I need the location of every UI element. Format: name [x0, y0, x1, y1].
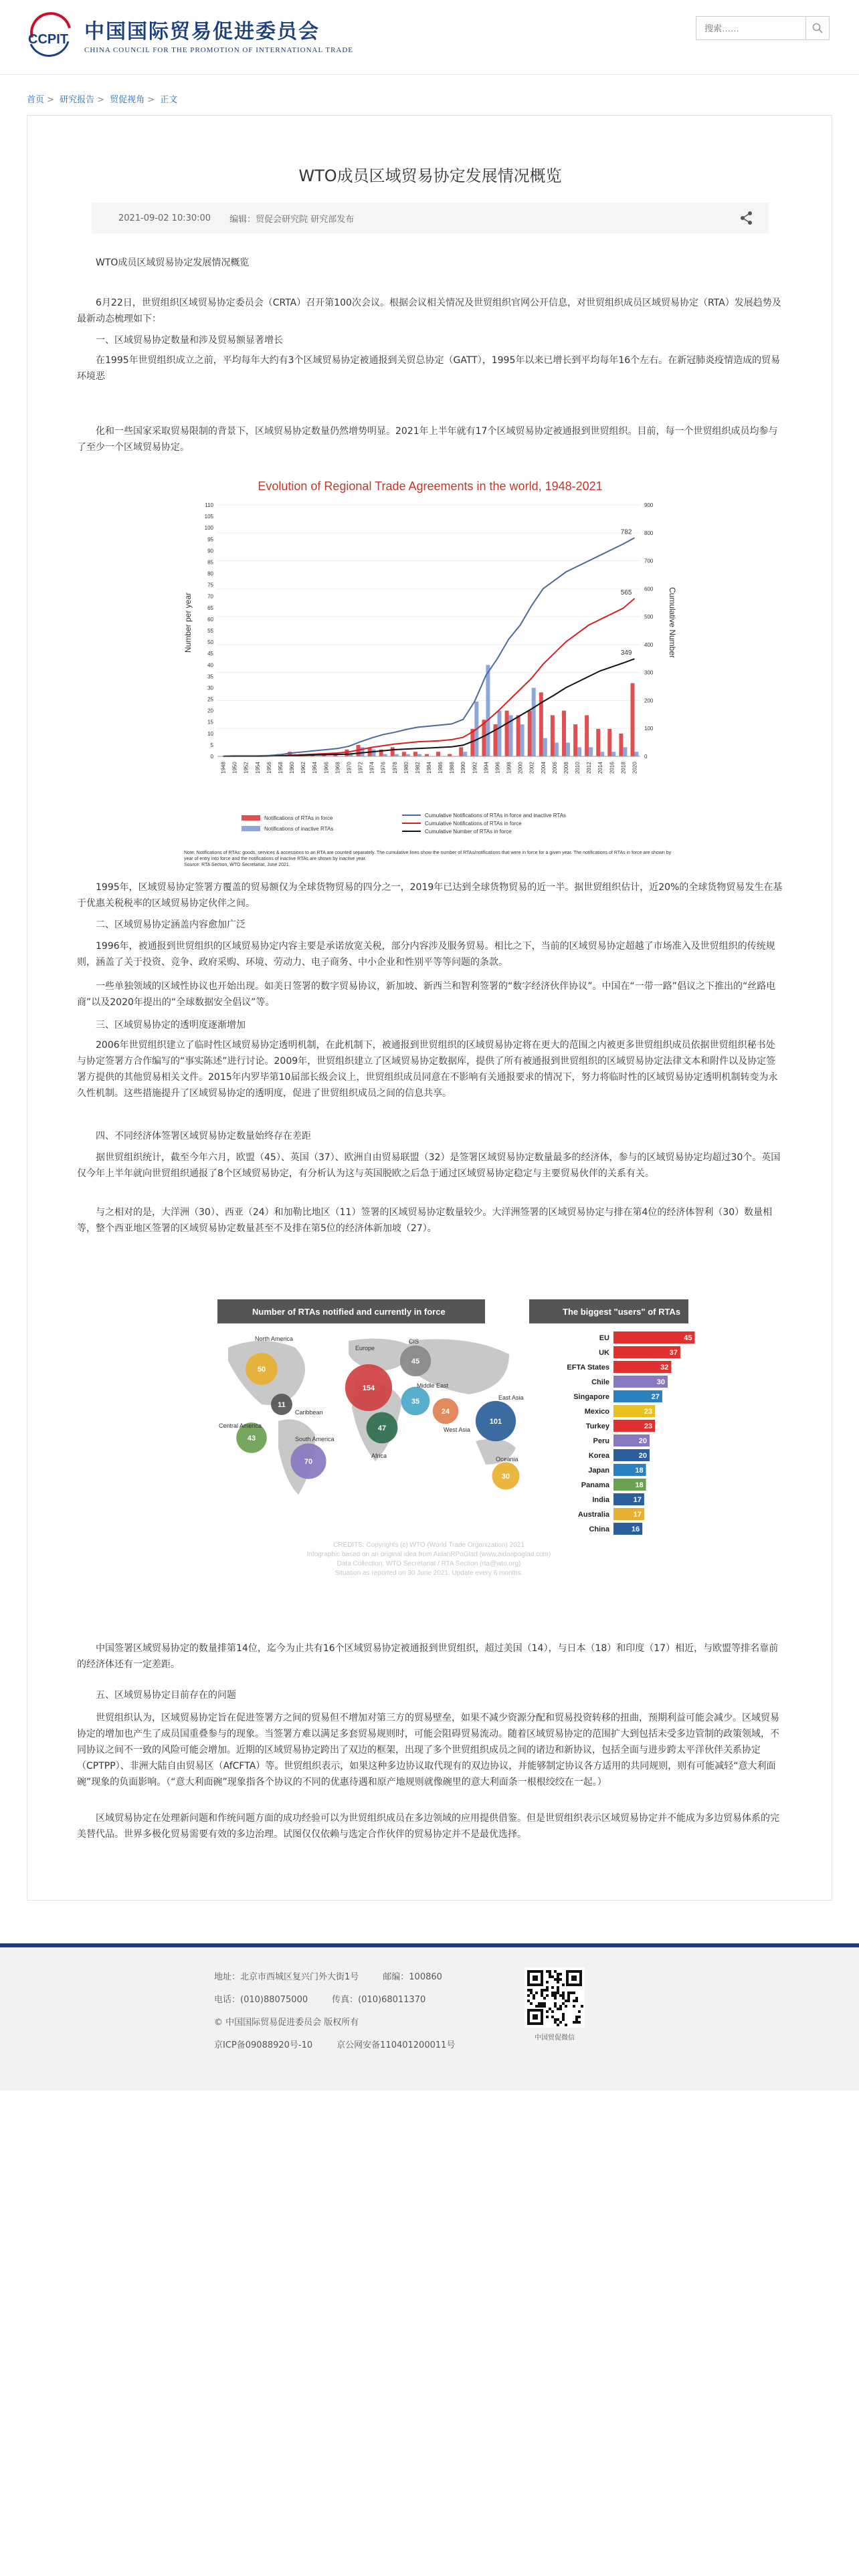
breadcrumb: 首页 > 研究报告 > 贸促视角 > 正文 — [27, 95, 178, 105]
region-value: 101 — [489, 1418, 502, 1426]
footer-fax: 传真：(010)68011370 — [332, 1995, 426, 2005]
article-paragraph: 世贸组织认为，区域贸易协定旨在促进签署方之间的贸易但不增加对第三方的贸易壁垒，如果不减少资源分配和贸易投资转移的扭曲，预期利益可能会减少。区域贸易协定的增加也产生了成员国重叠参与的现象。当签署方难以满足多套贸易规则时，可能会阻碍贸易流动。随着区域贸易协定的范围扩大到包括未受多边管制的政策领域，不同协议之间不一致的风险可能会增加。近期的区域贸易协定跨出了双边的框架，出现了多个世贸组织成员之间的诸边和新协议，包括全面与进步跨太平洋伙伴关系协定（CPTPP）、非洲大陆自由贸易区（AfCFTA）等。世贸组织表示，如果这种多边协议取代现有的双边协议，并能够制定协议各方适用的共同规则，则有可能减轻“意大利面碗”现象的负面影响。（“意大利面碗”现象指各个协议的不同的优惠待遇和原产地规则就像碗里的意大利面条一根根绞绞在一起。） — [77, 1713, 779, 1788]
data-label: 349 — [620, 649, 632, 657]
x-tick-label: 1984 — [426, 762, 432, 774]
user-value: 18 — [635, 1467, 644, 1475]
bar-inactive-rtas — [634, 752, 638, 756]
user-value: 23 — [644, 1422, 653, 1430]
article-title: WTO成员区域贸易协定发展情况概览 — [298, 167, 562, 185]
bar-inactive-rtas — [611, 752, 615, 756]
site-header — [0, 0, 859, 75]
bar-rtas-in-force — [630, 683, 634, 756]
y-tick-label: 40 — [207, 662, 213, 669]
bar-rtas-in-force — [436, 752, 440, 756]
y-tick-label: 55 — [207, 628, 213, 634]
user-name: Peru — [593, 1437, 609, 1445]
bar-rtas-in-force — [505, 711, 509, 756]
cumulative-line — [223, 599, 635, 756]
bar-inactive-rtas — [383, 754, 387, 756]
svg-text:CCPIT: CCPIT — [28, 32, 68, 47]
bar-inactive-rtas — [417, 754, 421, 756]
y2-tick-label: 700 — [644, 558, 654, 564]
x-tick-label: 1964 — [312, 762, 318, 774]
x-tick-label: 1974 — [369, 762, 375, 774]
chart-y2label: Cumulative Number — [668, 586, 677, 659]
region-name: Central America — [219, 1422, 262, 1429]
x-tick-label: 1978 — [391, 762, 398, 774]
y-tick-label: 75 — [207, 582, 213, 588]
user-name: Turkey — [585, 1422, 609, 1430]
y-tick-label: 10 — [207, 730, 213, 737]
x-tick-label: 2006 — [551, 762, 558, 774]
user-value: 45 — [684, 1334, 692, 1342]
bar-rtas-in-force — [562, 711, 566, 756]
search-icon — [812, 23, 823, 33]
infographic-credit: Infographic based on an original idea from AidanRPoGlad (www.aidanpoglad.com) — [306, 1551, 551, 1558]
chart-note: Note: Notifications of RTAs: goods, services & accessions to an RTA are counted separately. The cumulative lines show the number of RTAs/notifications that were in force for a given year. The notifications of RTAs in force are shown by year of entry into force and the notifications of inactive RTAs are shown by inactive year. — [184, 851, 672, 861]
bar-rtas-in-force — [585, 715, 589, 756]
bar-inactive-rtas — [372, 750, 376, 756]
region-name: CIS — [409, 1338, 419, 1345]
x-tick-label: 2008 — [563, 762, 569, 774]
x-tick-label: 1976 — [380, 762, 387, 774]
y2-tick-label: 800 — [644, 530, 654, 536]
section-heading: 四、不同经济体签署区域贸易协定数量始终存在差距 — [96, 1131, 311, 1142]
bar-rtas-in-force — [413, 752, 417, 756]
x-tick-label: 1982 — [414, 762, 421, 774]
article-paragraph: 在1995年世贸组织成立之前，平均每年大约有3个区域贸易协定被通报到关贸总协定（GATT），1995年以来已增长到平均每年16个左右。在新冠肺炎疫情造成的贸易环境恶 — [77, 355, 781, 382]
user-value: 37 — [669, 1349, 678, 1357]
article-meta — [92, 203, 769, 233]
user-name: Mexico — [584, 1408, 609, 1416]
y-tick-label: 50 — [207, 639, 213, 646]
x-tick-label: 1968 — [335, 762, 341, 774]
legend-label: Notifications of inactive RTAs — [264, 826, 334, 832]
bar-inactive-rtas — [395, 754, 399, 756]
bar-rtas-in-force — [448, 754, 452, 756]
y-tick-label: 85 — [207, 559, 213, 566]
x-tick-label: 1956 — [266, 762, 272, 774]
y2-tick-label: 500 — [644, 614, 654, 621]
y-tick-label: 15 — [207, 719, 213, 726]
article-paragraph: 与之相对的是，大洋洲（30）、西亚（24）和加勒比地区（11）签署的区域贸易协定数量较少。大洋洲签署的区域贸易协定与排在第4位的经济体智利（30）数量相等，整个西亚地区签署的区域贸易协定数量甚至不及排在第5位的经济体新加坡（27）。 — [77, 1207, 773, 1234]
search-button[interactable] — [805, 16, 830, 40]
article-paragraph: 中国签署区域贸易协定的数量排第14位，迄今为止共有16个区域贸易协定被通报到世贸组织，超过美国（14），与日本（18）和印度（17）相近，与欧盟等排名靠前的经济体还有一定差距。 — [77, 1643, 779, 1670]
x-tick-label: 1966 — [323, 762, 330, 774]
bar-rtas-in-force — [345, 750, 349, 756]
bar-rtas-in-force — [459, 747, 463, 756]
bar-inactive-rtas — [497, 711, 501, 756]
user-name: Chile — [591, 1378, 609, 1386]
y-tick-label: 65 — [207, 605, 213, 611]
y2-tick-label: 900 — [644, 502, 654, 508]
user-value: 17 — [633, 1496, 642, 1504]
bar-rtas-in-force — [482, 720, 486, 756]
bar-rtas-in-force — [402, 752, 406, 756]
user-value: 32 — [660, 1364, 669, 1372]
logo-chinese-name: 中国国际贸易促进委员会 — [84, 20, 320, 43]
region-name: West Asia — [444, 1426, 470, 1433]
y-tick-label: 60 — [207, 616, 213, 623]
x-tick-label: 2002 — [529, 762, 535, 774]
region-name: Oceania — [496, 1456, 518, 1463]
user-name: UK — [599, 1349, 609, 1357]
user-value: 17 — [633, 1511, 642, 1519]
user-value: 18 — [635, 1481, 644, 1489]
search-input[interactable] — [696, 16, 805, 40]
article-paragraph: 一些单独领域的区域性协议也开始出现。如美日签署的数字贸易协议，新加坡、新西兰和智利签署的“数字经济伙伴协议”。中国在“一带一路”倡议之下推出的“丝路电商”以及2020年提出的“全球数据安全倡议”等。 — [77, 981, 776, 1008]
legend-label: Notifications of RTAs in force — [264, 815, 333, 821]
y-tick-label: 5 — [210, 742, 213, 748]
region-value: 45 — [411, 1358, 420, 1366]
bar-rtas-in-force — [607, 729, 611, 756]
bar-rtas-in-force — [619, 734, 623, 756]
y-tick-label: 105 — [204, 514, 213, 520]
bar-inactive-rtas — [600, 752, 604, 756]
region-value: 43 — [247, 1434, 256, 1442]
chart-ylabel: Number per year — [183, 592, 193, 653]
breadcrumb-perspective[interactable]: 贸促视角 — [110, 95, 145, 105]
bar-rtas-in-force — [516, 715, 520, 756]
bar-inactive-rtas — [543, 738, 547, 756]
breadcrumb-home[interactable]: 首页 — [27, 95, 45, 105]
breadcrumb-current: 正文 — [160, 95, 178, 105]
article-paragraph: 区域贸易协定在处理新问题和作统问题方面的成功经验可以为世贸组织成员在多边领域的应用提供借鉴。但是世贸组织表示区域贸易协定并不能成为多边贸易体系的完美替代品。世界多极化贸易需要有效的多边治理。试图仅仅依赖与选定合作伙伴的贸易协定并不是最优选择。 — [77, 1813, 779, 1840]
footer-address: 地址：北京市西城区复兴门外大街1号 — [214, 1972, 359, 1982]
article-card — [27, 115, 832, 1901]
footer-copyright: © 中国国际贸易促进委员会 版权所有 — [214, 2018, 359, 2028]
rta-evolution-chart — [181, 475, 679, 877]
y-tick-label: 0 — [210, 754, 213, 760]
user-name: EFTA States — [567, 1364, 609, 1372]
user-name: Australia — [577, 1511, 609, 1519]
y2-tick-label: 0 — [644, 754, 648, 760]
section-heading: 二、区域贸易协定涵盖内容愈加广泛 — [96, 920, 246, 930]
x-tick-label: 1950 — [231, 762, 238, 774]
user-value: 27 — [651, 1393, 660, 1401]
bar-rtas-in-force — [573, 724, 577, 756]
user-name: China — [589, 1525, 609, 1533]
legend-label: Cumulative Notifications of RTAs in force and inactive RTAs — [425, 813, 567, 819]
region-name: Europe — [355, 1345, 375, 1352]
x-tick-label: 1980 — [403, 762, 409, 774]
user-value: 23 — [644, 1408, 653, 1416]
site-logo[interactable] — [27, 15, 353, 59]
y-tick-label: 90 — [207, 548, 213, 554]
y2-tick-label: 300 — [644, 669, 654, 676]
x-tick-label: 2000 — [517, 762, 524, 774]
chart-source: Source: RTA Section, WTO Secretariat, June 2021. — [184, 863, 290, 867]
bar-inactive-rtas — [623, 747, 627, 756]
y-tick-label: 80 — [207, 570, 213, 577]
bar-inactive-rtas — [532, 687, 536, 756]
data-label: 565 — [620, 588, 632, 597]
share-icon[interactable] — [739, 211, 754, 225]
x-tick-label: 1960 — [289, 762, 296, 774]
bar-rtas-in-force — [551, 715, 555, 756]
x-tick-label: 2020 — [632, 762, 638, 774]
footer-phone: 电话：(010)88075000 — [214, 1995, 308, 2005]
region-name: South America — [295, 1436, 335, 1442]
y-tick-label: 20 — [207, 708, 213, 714]
chart-title: Evolution of Regional Trade Agreements in the world, 1948-2021 — [258, 479, 603, 493]
user-value: 20 — [638, 1437, 647, 1445]
section-heading: 一、区域贸易协定数量和涉及贸易额显著增长 — [96, 335, 283, 346]
bar-inactive-rtas — [486, 665, 490, 756]
bar-rtas-in-force — [425, 754, 429, 756]
y-tick-label: 35 — [207, 673, 213, 680]
footer-police[interactable]: 京公网安备110401200011号 — [337, 2040, 456, 2050]
region-name: North America — [255, 1335, 294, 1342]
footer-icp[interactable]: 京ICP备09088920号-10 — [214, 2040, 313, 2050]
region-value: 47 — [377, 1424, 387, 1432]
y-tick-label: 95 — [207, 536, 213, 543]
bar-inactive-rtas — [555, 742, 559, 756]
region-value: 30 — [501, 1473, 510, 1481]
infographic-credit: Data Collection: WTO Secretariat / RTA Section (rta@wto.org) — [337, 1560, 521, 1568]
user-name: Japan — [588, 1467, 609, 1475]
x-tick-label: 1998 — [506, 762, 512, 774]
section-heading: 三、区域贸易协定的透明度逐渐增加 — [96, 1020, 246, 1031]
region-name: Caribbean — [295, 1409, 323, 1416]
infographic-credit: Situation as reported on 30 June 2021. Update every 6 months. — [335, 1570, 523, 1577]
cumulative-line — [223, 538, 635, 756]
footer-postcode: 邮编：100860 — [383, 1972, 442, 1982]
x-tick-label: 1948 — [220, 762, 227, 774]
x-tick-label: 1988 — [449, 762, 456, 774]
x-tick-label: 1962 — [300, 762, 307, 774]
x-tick-label: 2018 — [620, 762, 627, 774]
user-value: 30 — [656, 1378, 665, 1386]
user-name: Korea — [588, 1452, 609, 1460]
region-name: Africa — [371, 1453, 387, 1459]
x-tick-label: 1958 — [277, 762, 284, 774]
y2-tick-label: 100 — [644, 726, 654, 732]
bar-rtas-in-force — [391, 747, 395, 756]
article-date: 2021-09-02 10:30:00 — [118, 213, 211, 223]
x-tick-label: 1970 — [346, 762, 353, 774]
article-paragraph: 6月22日，世贸组织区域贸易协定委员会（CRTA）召开第100次会议。根据会议相关情况及世贸组织官网公开信息，对世贸组织成员区域贸易协定（RTA）发展趋势及最新动态梳理如下： — [77, 298, 781, 324]
region-name: Middle East — [417, 1382, 449, 1389]
legend-swatch — [242, 815, 260, 821]
user-value: 20 — [638, 1452, 647, 1460]
user-value: 16 — [631, 1525, 640, 1533]
user-name: Singapore — [573, 1393, 609, 1401]
rta-infographic — [215, 1294, 691, 1592]
site-footer — [0, 1943, 859, 2090]
footer-info — [214, 1966, 479, 2057]
user-name: India — [592, 1496, 609, 1504]
article-paragraph: 2006年世贸组织建立了临时性区域贸易协定透明机制，在此机制下，被通报到世贸组织的区域贸易协定将在更大的范围之内被更多世贸组织成员依据世贸组织秘书处与协定签署方合作编写的“事实陈述”进行讨论。2009年，世贸组织建立了区域贸易协定数据库，提供了所有被通报到世贸组织的区域贸易协定法律文本和附件以及协定签署方提供的其他贸易相关文件。2015年内罗毕第10届部长级会议上，世贸组织成员同意在不影响有关通报要求的情况下，努力将临时性的区域贸易协定透明机制转变为永久性机制。这些措施提升了区域贸易协定的透明度，促进了世贸组织成员之间的信息共享。 — [77, 1040, 778, 1099]
article-paragraph: 1996年，被通报到世贸组织的区域贸易协定内容主要是承诺放宽关税，部分内容涉及服务贸易。相比之下，当前的区域贸易协定超越了市场准入及世贸组织的传统规则，涵盖了关于投资、竞争、政府采购、环境、劳动力、电子商务、中小企业和性别平等等问题的条款。 — [77, 941, 775, 968]
infographic-right-title: The biggest "users" of RTAs — [563, 1307, 681, 1317]
bar-inactive-rtas — [406, 754, 410, 756]
region-value: 50 — [257, 1366, 266, 1374]
y2-tick-label: 200 — [644, 697, 654, 704]
bar-inactive-rtas — [589, 747, 593, 756]
region-value: 11 — [278, 1401, 286, 1409]
region-value: 35 — [411, 1398, 420, 1406]
x-tick-label: 1996 — [494, 762, 501, 774]
infographic-left-title: Number of RTAs notified and currently in force — [252, 1307, 446, 1317]
y-tick-label: 25 — [207, 696, 213, 703]
x-tick-label: 1952 — [243, 762, 250, 774]
region-value: 24 — [441, 1408, 450, 1416]
search-box — [696, 16, 830, 40]
x-tick-label: 1954 — [254, 762, 261, 774]
wechat-qr-code — [524, 1967, 585, 2028]
user-bar — [613, 1331, 695, 1344]
x-tick-label: 1990 — [460, 762, 467, 774]
user-name: EU — [599, 1334, 609, 1342]
user-name: Panama — [581, 1481, 609, 1489]
x-tick-label: 2012 — [586, 762, 593, 774]
y2-tick-label: 400 — [644, 641, 654, 648]
article-paragraph: 1995年，区域贸易协定签署方覆盖的贸易额仅为全球货物贸易的四分之一，2019年已达到全球货物贸易的近一半。据世贸组织估计，近20%的全球货物贸易发生在基于优惠关税税率的区域贸易协定伙伴之间。 — [77, 882, 783, 909]
section-heading: 五、区域贸易协定目前存在的问题 — [96, 1690, 236, 1701]
region-name: East Asia — [498, 1394, 524, 1401]
y-tick-label: 70 — [207, 593, 213, 600]
x-tick-label: 2016 — [609, 762, 615, 774]
y-tick-label: 30 — [207, 685, 213, 691]
x-tick-label: 2010 — [575, 762, 581, 774]
x-tick-label: 2014 — [597, 762, 604, 774]
bar-rtas-in-force — [528, 711, 532, 756]
x-tick-label: 2004 — [540, 762, 547, 774]
infographic-credit: CREDITS: Copyrights (c) WTO (World Trade Organization) 2021 — [333, 1541, 524, 1549]
bar-inactive-rtas — [566, 742, 570, 756]
y-tick-label: 45 — [207, 651, 213, 657]
y-tick-label: 110 — [205, 502, 213, 508]
qr-caption: 中国贸促微信 — [535, 2034, 575, 2042]
bar-rtas-in-force — [596, 729, 600, 756]
legend-label: Cumulative Number of RTAs in force — [425, 829, 512, 835]
x-tick-label: 1986 — [438, 762, 444, 774]
x-tick-label: 1994 — [483, 762, 490, 774]
x-tick-label: 1972 — [357, 762, 364, 774]
y2-tick-label: 600 — [644, 586, 654, 593]
article-paragraph: 化和一些国家采取贸易限制的背景下，区域贸易协定数量仍然增势明显。2021年上半年就有17个区域贸易协定被通报到世贸组织。目前，每一个世贸组织成员均参与了至少一个区域贸易协定。 — [77, 426, 778, 453]
region-value: 70 — [304, 1458, 313, 1466]
bar-inactive-rtas — [520, 724, 524, 756]
breadcrumb-reports[interactable]: 研究报告 — [60, 95, 95, 105]
bar-inactive-rtas — [463, 752, 467, 756]
article-paragraph: WTO成员区域贸易协定发展情况概览 — [96, 257, 250, 268]
ccpit-logo-icon — [27, 15, 76, 59]
legend-label: Cumulative Notifications of RTAs in force — [425, 821, 522, 827]
legend-swatch — [242, 826, 260, 831]
y-tick-label: 100 — [204, 525, 213, 532]
x-tick-label: 1992 — [472, 762, 478, 774]
article-paragraph: 据世贸组织统计，截至今年六月，欧盟（45）、英国（37）、欧洲自由贸易联盟（32）是签署区域贸易协定数量最多的经济体，参与的区域贸易协定均超过30个。英国仅今年上半年就向世贸组织通报了8个区域贸易协定，有分析认为这与英国脱欧之后急于通过区域贸易协定稳定与主要贸易伙伴的关系有关。 — [77, 1152, 781, 1179]
data-label: 782 — [620, 528, 632, 536]
region-value: 154 — [362, 1384, 375, 1392]
bar-inactive-rtas — [577, 747, 581, 756]
logo-english-name: CHINA COUNCIL FOR THE PROMOTION OF INTERNATIONAL TRADE — [84, 46, 354, 54]
article-editor: 编辑：贸促会研究院 研究部发布 — [229, 214, 355, 225]
